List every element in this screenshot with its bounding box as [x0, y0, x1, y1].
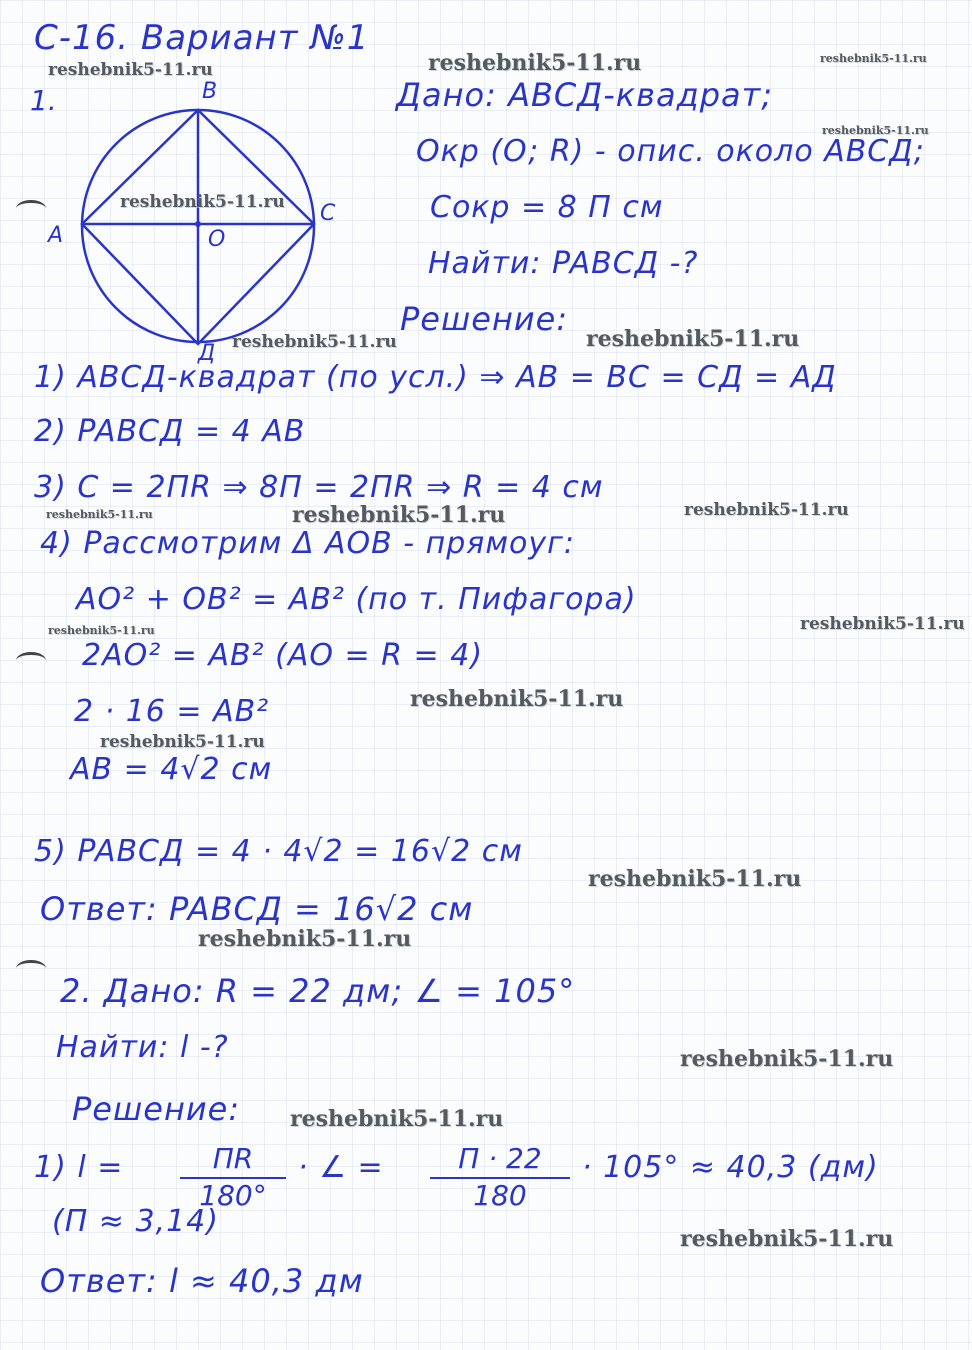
- fraction-numerator: ПR: [180, 1142, 286, 1179]
- square-in-circle-diagram: [30, 78, 350, 368]
- formula-mid: · ∠ =: [298, 1150, 384, 1185]
- punch-hole: [16, 652, 46, 669]
- problem2-answer: Ответ: l ≈ 40,3 дм: [40, 1262, 364, 1300]
- watermark: reshebnik5-11.ru: [48, 624, 155, 637]
- solution-step: AB = 4√2 см: [70, 752, 273, 787]
- watermark: reshebnik5-11.ru: [428, 50, 642, 76]
- watermark: reshebnik5-11.ru: [46, 508, 153, 521]
- watermark: reshebnik5-11.ru: [684, 500, 849, 520]
- formula-prefix: 1) l =: [34, 1150, 124, 1185]
- watermark: reshebnik5-11.ru: [586, 326, 800, 352]
- solution-heading: Решение:: [400, 300, 569, 338]
- watermark: reshebnik5-11.ru: [588, 866, 802, 892]
- watermark: reshebnik5-11.ru: [822, 124, 929, 137]
- given-line: Окр (O; R) - опис. около ABCД;: [416, 134, 925, 169]
- watermark: reshebnik5-11.ru: [820, 52, 927, 65]
- vertex-label-c: C: [320, 201, 336, 226]
- given-line: Cокр = 8 П см: [430, 190, 664, 225]
- problem2-solution-heading: Решение:: [72, 1090, 241, 1128]
- watermark: reshebnik5-11.ru: [290, 1106, 504, 1132]
- watermark: reshebnik5-11.ru: [410, 686, 624, 712]
- vertex-label-b: B: [202, 79, 218, 104]
- solution-step: 2AO² = AB² (AO = R = 4): [82, 638, 484, 673]
- problem2-given: 2. Дано: R = 22 дм; ∠ = 105°: [60, 972, 576, 1010]
- fraction-denominator: 180: [473, 1179, 527, 1212]
- solution-step: 1) ABCД-квадрат (по усл.) ⇒ AB = BC = CД = AД: [34, 360, 837, 395]
- watermark: reshebnik5-11.ru: [680, 1226, 894, 1252]
- watermark: reshebnik5-11.ru: [680, 1046, 894, 1072]
- solution-step: 5) PABCД = 4 · 4√2 = 16√2 см: [34, 834, 523, 869]
- fraction-numerator: П · 22: [430, 1142, 570, 1179]
- vertex-label-a: A: [48, 223, 64, 248]
- watermark: reshebnik5-11.ru: [198, 926, 412, 952]
- problem2-find: Найти: l -?: [56, 1030, 229, 1065]
- variant-header: С-16. Вариант №1: [34, 18, 370, 58]
- watermark: reshebnik5-11.ru: [232, 332, 397, 352]
- watermark: reshebnik5-11.ru: [100, 732, 265, 752]
- watermark: reshebnik5-11.ru: [120, 192, 285, 212]
- fraction-pi-r-over-180: [180, 1142, 286, 1212]
- fraction-pi-22-over-180: [430, 1142, 570, 1212]
- answer-line: Ответ: PABCД = 16√2 см: [40, 890, 474, 928]
- fraction-denominator: 180°: [199, 1179, 267, 1212]
- center-label-o: O: [208, 227, 226, 252]
- watermark: reshebnik5-11.ru: [48, 60, 213, 80]
- find-line: Найти: PABCД -?: [428, 246, 699, 281]
- pi-approximation: (П ≈ 3,14): [52, 1204, 219, 1239]
- solution-step: 2) PABCД = 4 AB: [34, 414, 306, 449]
- formula-suffix: · 105° ≈ 40,3 (дм): [582, 1150, 879, 1185]
- center-point: [195, 221, 201, 227]
- punch-hole: [16, 960, 46, 977]
- problem-number: 1.: [30, 84, 57, 117]
- watermark: reshebnik5-11.ru: [800, 614, 965, 634]
- solution-step: 4) Рассмотрим Δ AOB - прямоуг:: [40, 526, 575, 561]
- solution-step: 2 · 16 = AB²: [74, 694, 270, 729]
- watermark: reshebnik5-11.ru: [292, 502, 506, 528]
- given-line: Дано: ABCД-квадрат;: [396, 76, 774, 114]
- solution-step: AO² + OB² = AB² (по т. Пифагора): [76, 582, 637, 617]
- vertex-label-d: Д: [198, 341, 216, 366]
- solution-step: 3) C = 2ПR ⇒ 8П = 2ПR ⇒ R = 4 см: [34, 470, 604, 505]
